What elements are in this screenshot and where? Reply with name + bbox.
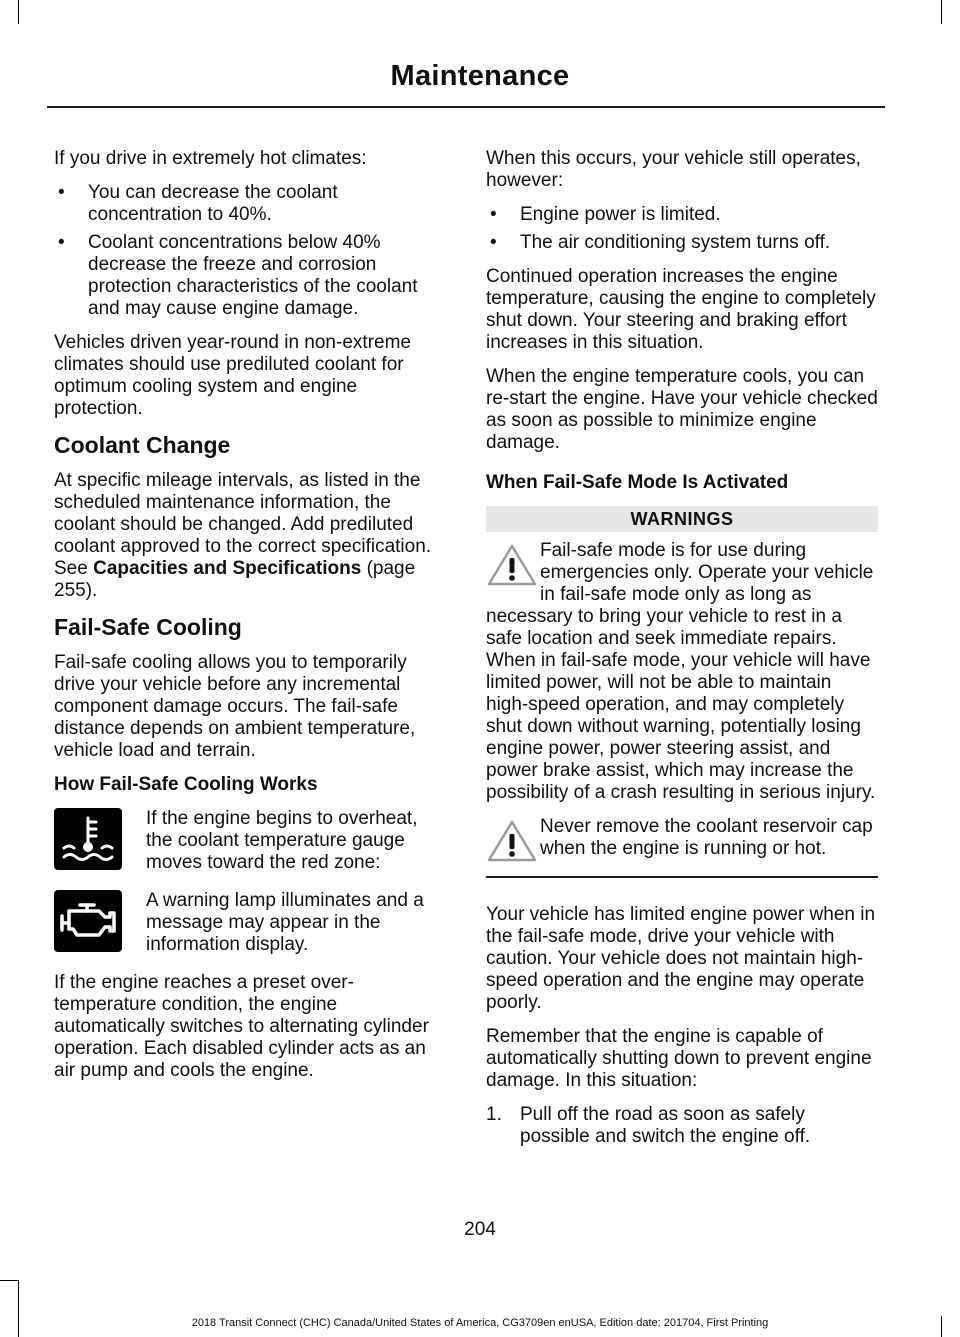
page-title: Maintenance (390, 60, 570, 92)
limited-power-paragraph: Your vehicle has limited engine power when in the fail-safe mode, drive your vehicle with caution. Your vehicle does not maintain high-speed operation and the engine may operate poorly. (486, 904, 876, 1013)
engine-cools-paragraph: When the engine temperature cools, you can re-start the engine. Have your vehicle checked as soon as possible to minimize engine damage. (486, 366, 878, 453)
still-operates-list (486, 204, 878, 254)
warning-text: Never remove the coolant reservoir cap when the engine is running or hot. (540, 816, 873, 859)
warnings-divider (486, 876, 878, 878)
remember-paragraph: Remember that the engine is capable of automatically shutting down to prevent engine damage. In this situation: (486, 1026, 872, 1091)
warning-block (486, 540, 878, 804)
coolant-change-text: At specific mileage intervals, as listed in the scheduled maintenance information, the coolant should be changed. Add prediluted coolant approved to the correct specification. See (54, 470, 432, 579)
fail-safe-activated-heading: When Fail-Safe Mode Is Activated (486, 472, 789, 493)
warning-triangle-icon (486, 542, 538, 588)
list-item (486, 1104, 878, 1148)
coolant-change-heading: Coolant Change (54, 432, 231, 458)
year-round-paragraph: Vehicles driven year-round in non-extreme climates should use prediluted coolant for optimum cooling system and engine protection. (54, 332, 411, 419)
check-engine-row (54, 890, 446, 956)
hot-climates-intro: If you drive in extremely hot climates: (54, 148, 367, 169)
step-number: 1. (486, 1104, 502, 1125)
list-item: • Engine power is limited. (486, 204, 878, 226)
warning-triangle-icon (486, 818, 538, 864)
check-engine-icon (54, 890, 122, 952)
page-number: 204 (464, 1219, 496, 1240)
list-item: • You can decrease the coolant concentration to 40%. (54, 182, 446, 226)
page-reference: (page 255). (54, 558, 416, 601)
fail-safe-cooling-heading: Fail-Safe Cooling (54, 614, 242, 640)
continued-operation-paragraph: Continued operation increases the engine temperature, causing the engine to completely shut down. Your steering and braking effort increases in this situation. (486, 266, 876, 353)
right-column (486, 148, 878, 1160)
capacities-specifications-link[interactable]: Capacities and Specifications (93, 558, 362, 579)
still-operates-intro: When this occurs, your vehicle still operates, however: (486, 148, 861, 191)
header-divider (47, 106, 885, 108)
crop-mark-bottom-left-h (0, 1280, 18, 1281)
check-engine-text: A warning lamp illuminates and a message may appear in the information display. (146, 890, 424, 955)
footer-text: 2018 Transit Connect (CHC) Canada/United States of America, CG3709en enUSA, Edition date: 201704, First Printing (191, 1317, 769, 1329)
hot-climates-list (54, 182, 446, 320)
steps-list (486, 1104, 878, 1148)
list-item: • The air conditioning system turns off. (486, 232, 878, 254)
fail-safe-cooling-paragraph: Fail-safe cooling allows you to temporarily drive your vehicle before any incremental component damage occurs. The fail-safe distance depends on ambient temperature, vehicle load and terrain. (54, 652, 416, 761)
warning-text: Fail-safe mode is for use during emergencies only. Operate your vehicle in fail-safe mode only as long as necessary to bring your vehicle to rest in a safe location and seek immediate repairs. When in fail-safe mode, your vehicle will have limited power, will not be able to maintain high-speed operation, and may completely shut down without warning, potentially losing engine power, power steering assist, and power brake assist, which may increase the possibility of a crash resulting in serious injury. (486, 540, 876, 803)
how-fail-safe-works-heading: How Fail-Safe Cooling Works (54, 774, 318, 795)
warning-block (486, 816, 878, 864)
over-temperature-paragraph: If the engine reaches a preset over-temperature condition, the engine automatically switches to alternating cylinder operation. Each disabled cylinder acts as an air pump and cools the engine. (54, 972, 429, 1081)
left-column (54, 148, 446, 1094)
warnings-header: WARNINGS (486, 506, 878, 532)
coolant-temp-row (54, 808, 446, 874)
list-item: • Coolant concentrations below 40% decrease the freeze and corrosion protection characteristics of the coolant and may cause engine damage. (54, 232, 446, 320)
crop-mark-top-right (941, 0, 942, 24)
step-text: Pull off the road as soon as safely possible and switch the engine off. (520, 1104, 811, 1147)
coolant-temperature-icon (54, 808, 122, 870)
crop-mark-top-left (18, 0, 19, 24)
coolant-temp-text: If the engine begins to overheat, the coolant temperature gauge moves toward the red zone: (146, 808, 418, 873)
coolant-change-paragraph (54, 470, 446, 602)
